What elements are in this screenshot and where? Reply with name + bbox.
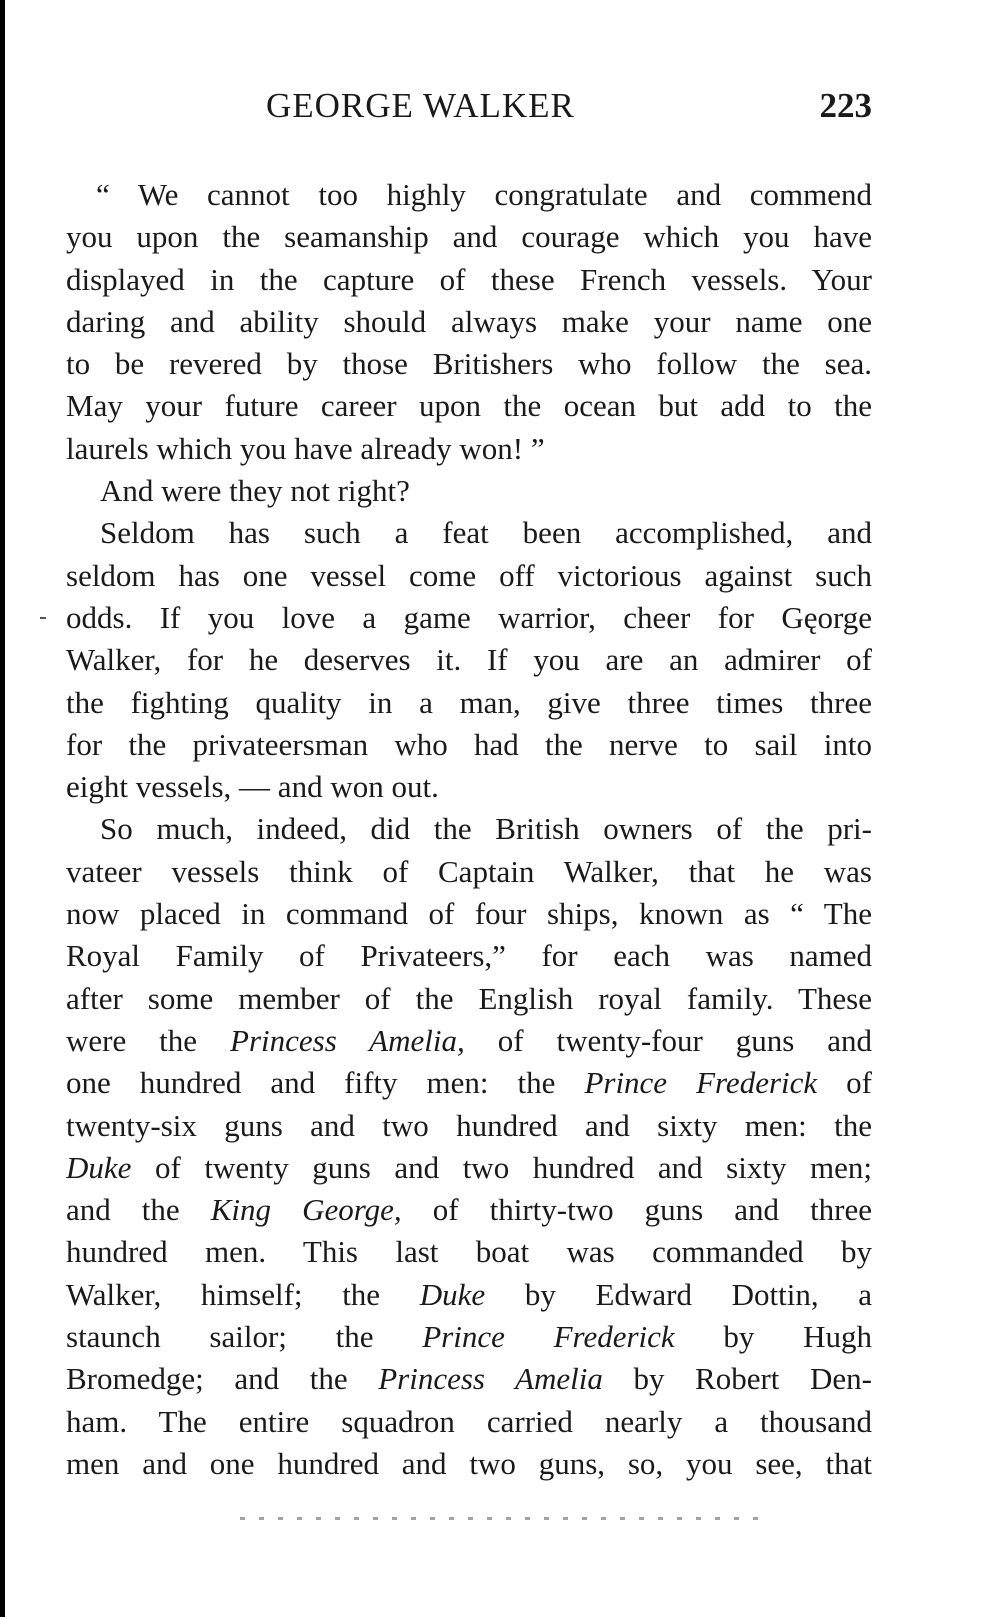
line-text: by Robert Den-	[633, 1361, 872, 1397]
ship-name: Princess Amelia	[378, 1361, 603, 1397]
text-line	[66, 1274, 872, 1316]
text-line: ham. The entire squadron carried nearly a thousand	[66, 1403, 872, 1439]
margin-mark	[40, 617, 46, 619]
ship-name: King George,	[210, 1192, 402, 1228]
page-header	[66, 84, 872, 128]
text-line	[66, 1358, 872, 1400]
text-line: vateer vessels think of Captain Walker, that he was	[66, 853, 872, 889]
text-line	[66, 1147, 872, 1189]
ship-name: Duke	[66, 1149, 132, 1185]
text-line: the fighting quality in a man, give three times three	[66, 684, 872, 720]
line-text: of twenty-four guns and	[497, 1022, 872, 1058]
line-text: Walker, himself; the	[66, 1276, 381, 1312]
text-line: for the privateersman who had the nerve to sail into	[66, 726, 872, 762]
line-text: one hundred and fifty men: the	[66, 1065, 556, 1101]
print-artifacts	[240, 1517, 760, 1520]
text-line: odds. If you love a game warrior, cheer for Gęorge	[66, 599, 872, 635]
line-text: were the	[66, 1022, 198, 1058]
text-line	[66, 1062, 872, 1104]
text-line: to be revered by those Britishers who follow the sea.	[66, 346, 872, 382]
text-line: you upon the seamanship and courage which you have	[66, 219, 872, 255]
text-line: twenty-six guns and two hundred and sixty men: the	[66, 1107, 872, 1143]
text-line: hundred men. This last boat was commanded by	[66, 1234, 872, 1270]
text-line: Seldom has such a feat been accomplished, and	[100, 515, 872, 551]
line-text: of	[846, 1065, 872, 1101]
text-line: “ We cannot too highly congratulate and commend	[96, 177, 872, 212]
text-line: laurels which you have already won! ”	[66, 430, 545, 466]
text-line: Walker, for he deserves it. If you are an admirer of	[66, 642, 872, 678]
line-text: and the	[66, 1192, 180, 1228]
ship-name: Prince Frederick	[584, 1065, 818, 1101]
text-line: May your future career upon the ocean but add to the	[66, 388, 872, 424]
ship-name: Prince Frederick	[422, 1319, 675, 1355]
line-text: by Hugh	[723, 1319, 872, 1355]
text-line	[66, 1316, 872, 1358]
ship-name: Princess Amelia,	[230, 1022, 465, 1058]
line-text: of thirty-two guns and three	[432, 1192, 872, 1228]
text-line: men and one hundred and two guns, so, you see, that	[66, 1445, 872, 1481]
page-edge	[0, 0, 5, 1617]
running-head: GEORGE WALKER	[266, 86, 575, 125]
text-line: after some member of the English royal family. These	[66, 980, 872, 1016]
text-line: So much, indeed, did the British owners of the pri-	[100, 811, 872, 847]
line-text: of twenty guns and two hundred and sixty men;	[154, 1149, 872, 1185]
ship-name: Duke	[419, 1276, 486, 1312]
line-text: Bromedge; and the	[66, 1361, 348, 1397]
text-line: displayed in the capture of these French vessels. Your	[66, 261, 872, 297]
line-text: staunch sailor; the	[66, 1319, 374, 1355]
text-line: Royal Family of Privateers,” for each was named	[66, 938, 872, 974]
text-line: seldom has one vessel come off victorious against such	[66, 557, 872, 593]
text-line: eight vessels, — and won out.	[66, 769, 439, 805]
text-line	[66, 1189, 872, 1231]
line-text: by Edward Dottin, a	[524, 1276, 872, 1312]
text-line: now placed in command of four ships, known as “ The	[66, 896, 872, 932]
body-text	[66, 174, 872, 1485]
text-line: And were they not right?	[100, 473, 410, 509]
text-line: daring and ability should always make your name one	[66, 303, 872, 339]
page-number: 223	[819, 86, 872, 125]
text-line	[66, 1020, 872, 1062]
